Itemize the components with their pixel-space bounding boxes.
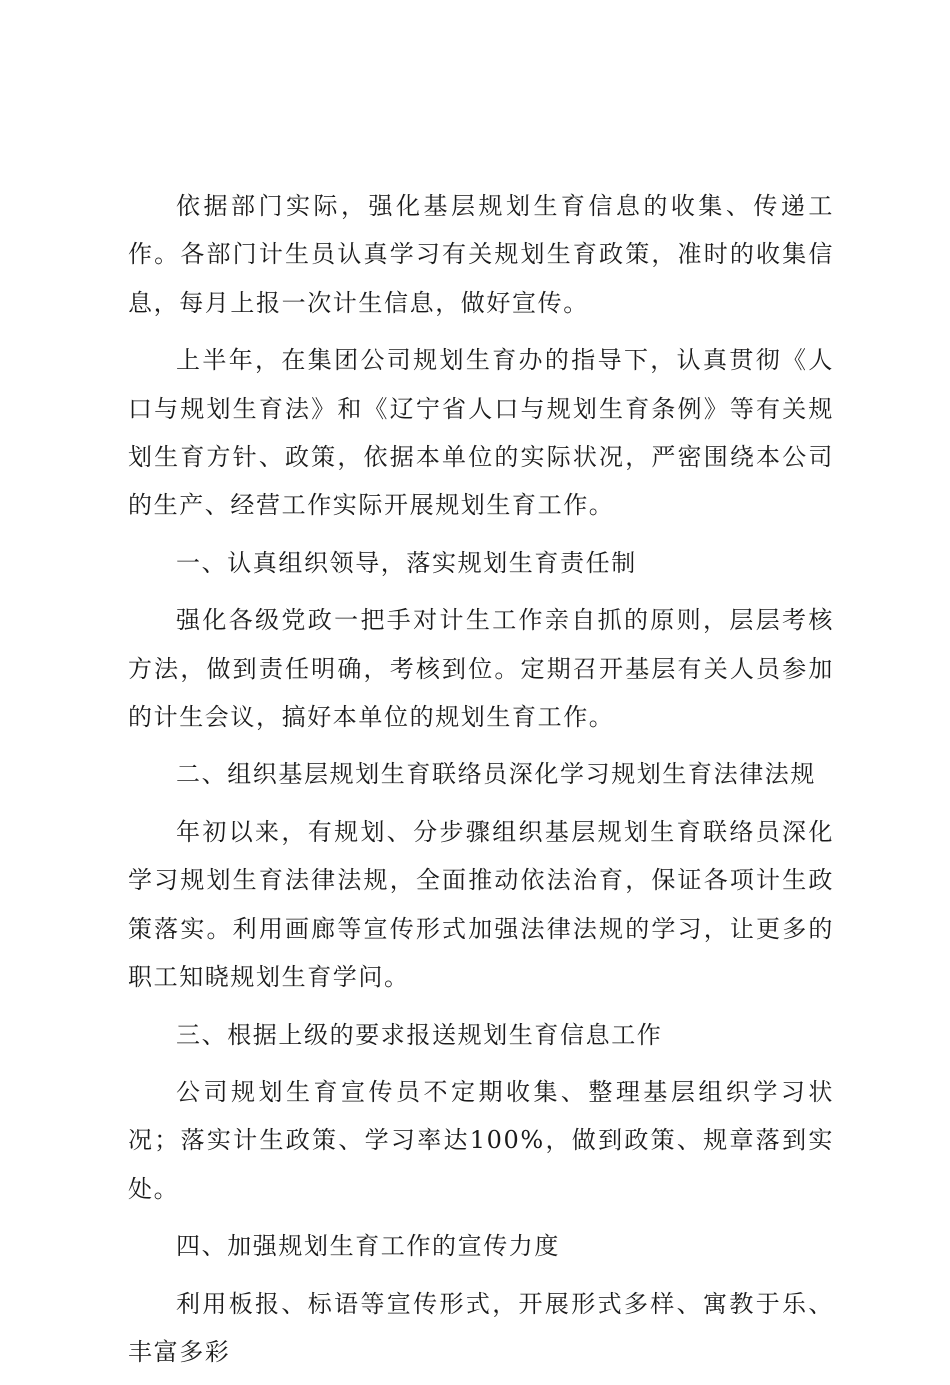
paragraph: 利用板报、标语等宣传形式，开展形式多样、寓教于乐、丰富多彩 <box>128 1289 834 1366</box>
section-heading: 二、组织基层规划生育联络员深化学习规划生育法律法规 <box>176 760 816 789</box>
section-heading: 四、加强规划生育工作的宣传力度 <box>176 1232 560 1261</box>
paragraph: 公司规划生育宣传员不定期收集、整理基层组织学习状况；落实计生政策、学习率达100%，做到政策、规章落到实处。 <box>128 1077 834 1203</box>
paragraph: 强化各级党政一把手对计生工作亲自抓的原则，层层考核方法，做到责任明确，考核到位。定期召开基层有关人员参加的计生会议，搞好本单位的规划生育工作。 <box>128 606 834 732</box>
paragraph: 上半年，在集团公司规划生育办的指导下，认真贯彻《人口与规划生育法》和《辽宁省人口与规划生育条例》等有关规划生育方针、政策，依据本单位的实际状况，严密围绕本公司的生产、经营工作实际开展规划生育工作。 <box>128 346 834 520</box>
paragraph: 依据部门实际，强化基层规划生育信息的收集、传递工作。各部门计生员认真学习有关规划生育政策，准时的收集信息，每月上报一次计生信息，做好宣传。 <box>128 192 834 317</box>
paragraph: 年初以来，有规划、分步骤组织基层规划生育联络员深化学习规划生育法律法规，全面推动依法治育，保证各项计生政策落实。利用画廊等宣传形式加强法律法规的学习，让更多的职工知晓规划生育学问。 <box>128 817 834 992</box>
document-body <box>128 182 834 1385</box>
section-heading: 一、认真组织领导，落实规划生育责任制 <box>176 548 637 577</box>
section-heading: 三、根据上级的要求报送规划生育信息工作 <box>176 1020 663 1049</box>
